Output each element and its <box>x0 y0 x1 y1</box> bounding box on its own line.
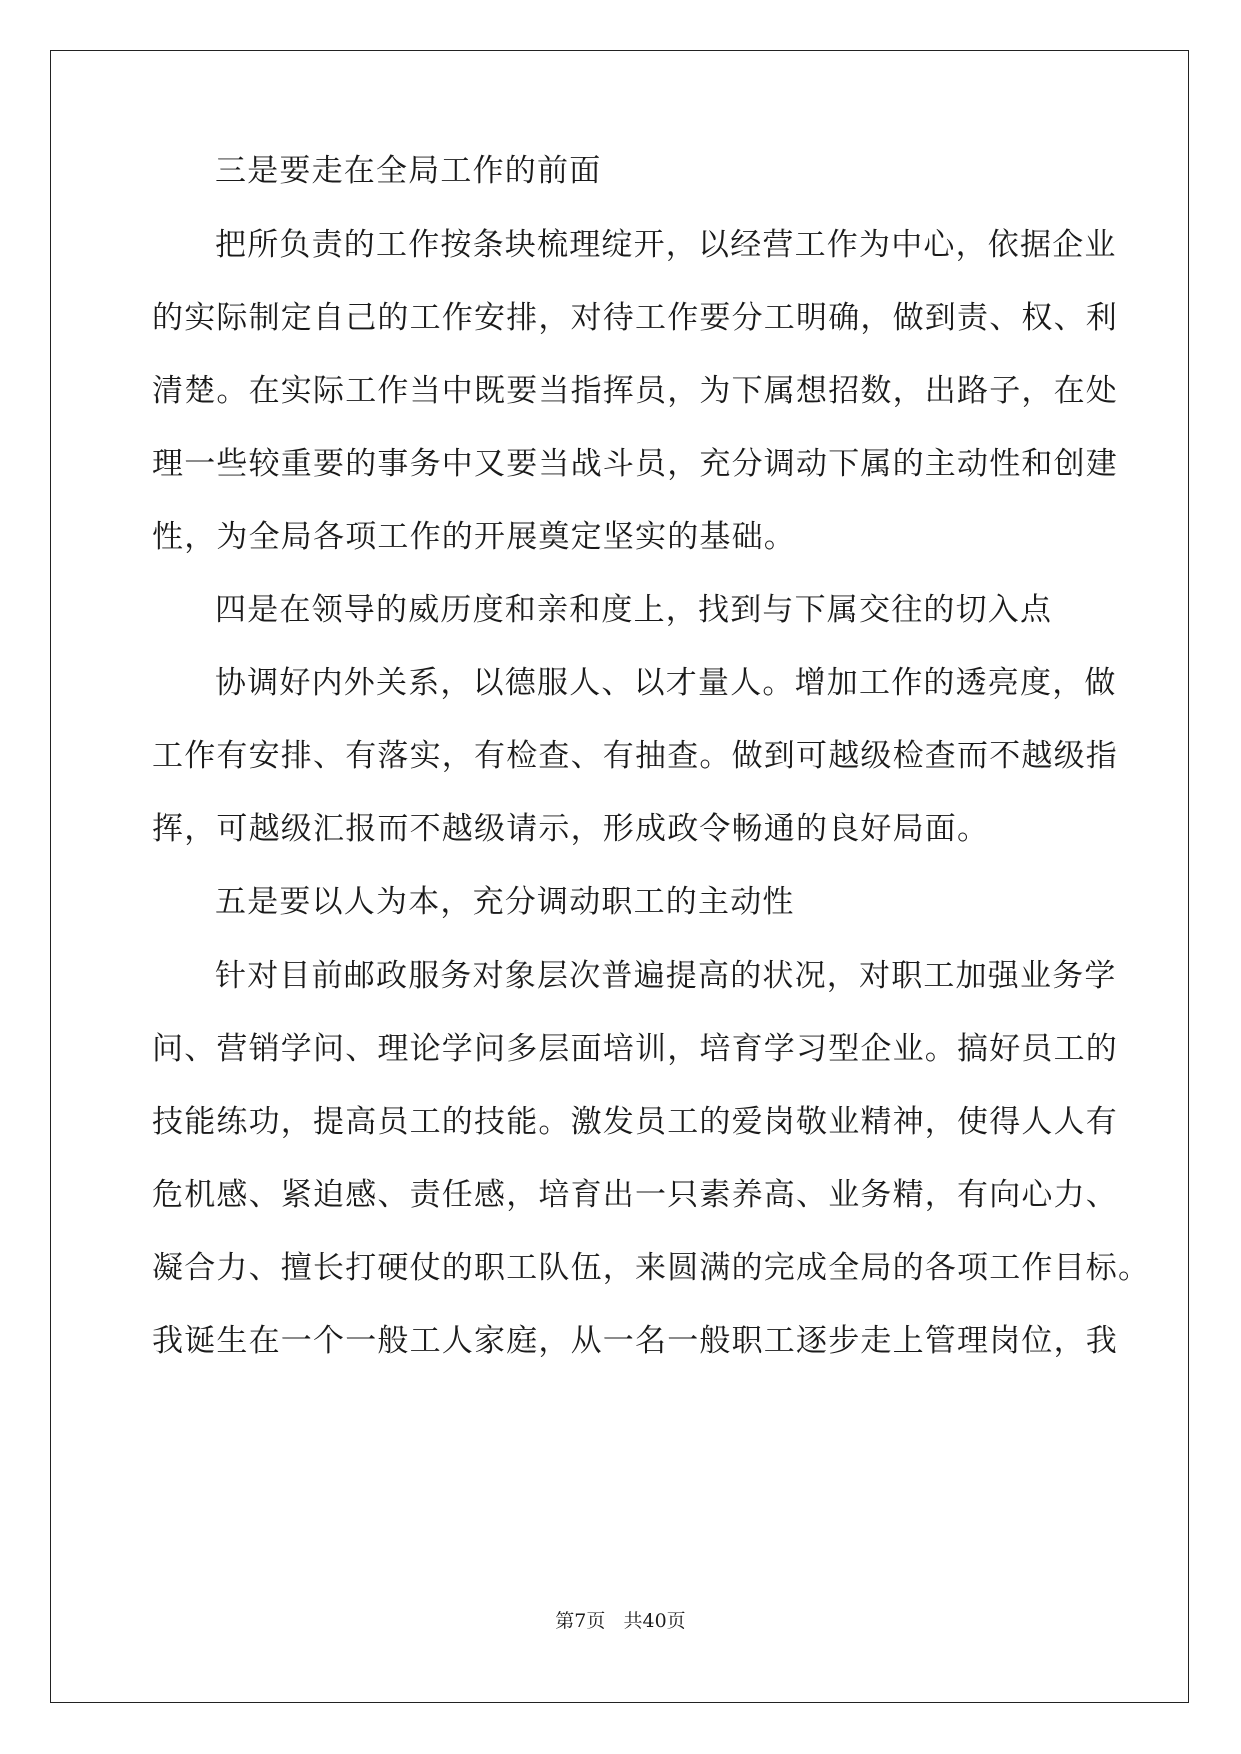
paragraph-line: 协调好内外关系，以德服人、以才量人。增加工作的透亮度，做 <box>215 665 1117 701</box>
paragraph-line: 理一些较重要的事务中又要当战斗员，充分调动下属的主动性和创建 <box>152 446 1118 482</box>
paragraph-line: 把所负责的工作按条块梳理绽开，以经营工作为中心，依据企业 <box>215 227 1117 263</box>
heading-5: 五是要以人为本，充分调动职工的主动性 <box>215 884 795 920</box>
paragraph-line: 危机感、紧迫感、责任感，培育出一只素养高、业务精，有向心力、 <box>152 1177 1118 1213</box>
paragraph-line: 技能练功，提高员工的技能。激发员工的爱岗敬业精神，使得人人有 <box>152 1104 1118 1140</box>
paragraph-line: 挥，可越级汇报而不越级请示，形成政令畅通的良好局面。 <box>152 811 990 847</box>
paragraph-line: 我诞生在一个一般工人家庭，从一名一般职工逐步走上管理岗位，我 <box>152 1323 1118 1359</box>
paragraph-line: 工作有安排、有落实，有检查、有抽查。做到可越级检查而不越级指 <box>152 738 1118 774</box>
paragraph-line: 性，为全局各项工作的开展奠定坚实的基础。 <box>152 519 796 555</box>
paragraph-line: 问、营销学问、理论学问多层面培训，培育学习型企业。搞好员工的 <box>152 1031 1118 1067</box>
paragraph-line: 的实际制定自己的工作安排，对待工作要分工明确，做到责、权、利 <box>152 300 1118 336</box>
heading-3: 三是要走在全局工作的前面 <box>215 153 602 189</box>
heading-4: 四是在领导的威历度和亲和度上，找到与下属交往的切入点 <box>215 592 1053 628</box>
paragraph-line: 清楚。在实际工作当中既要当指挥员，为下属想招数，出路子，在处 <box>152 373 1118 409</box>
paragraph-line: 针对目前邮政服务对象层次普遍提高的状况，对职工加强业务学 <box>215 958 1117 994</box>
paragraph-line: 凝合力、擅长打硬仗的职工队伍，来圆满的完成全局的各项工作目标。 <box>152 1250 1151 1286</box>
page-number-footer: 第7页 共40页 <box>555 1610 686 1632</box>
